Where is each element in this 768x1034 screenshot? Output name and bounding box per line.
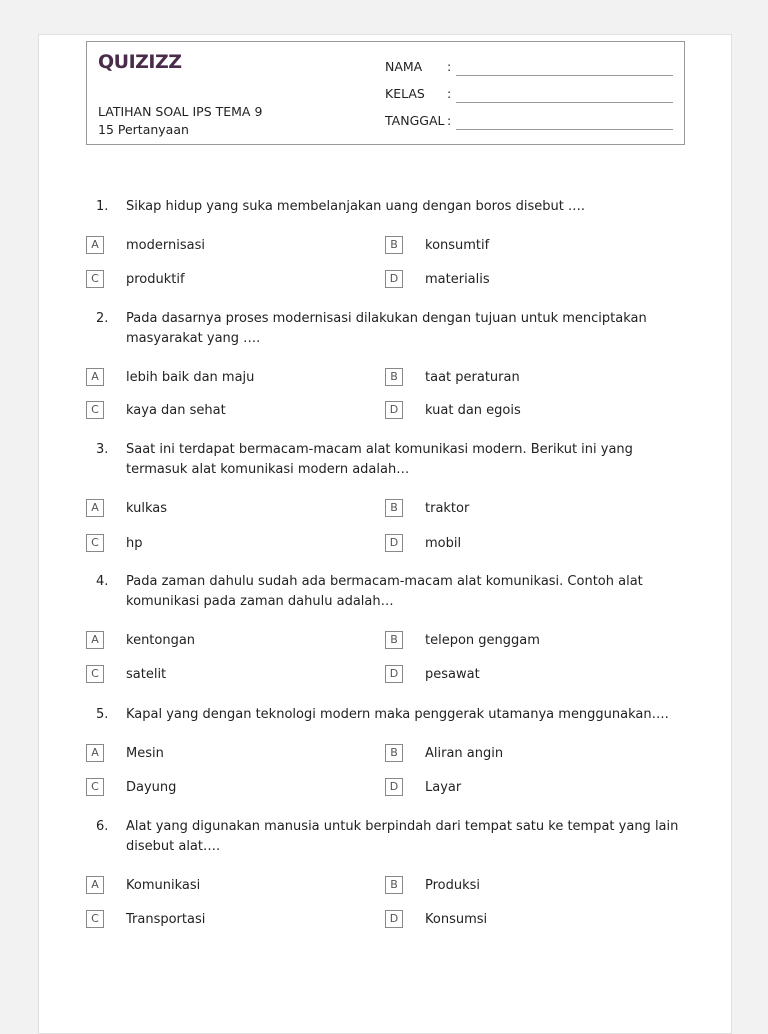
option-c[interactable] <box>86 401 346 421</box>
question-text: Kapal yang dengan teknologi modern maka penggerak utamanya menggunakan…. <box>126 707 669 722</box>
option-letter-box: B <box>385 744 403 762</box>
option-b[interactable] <box>385 744 645 764</box>
option-text: telepon genggam <box>425 633 540 648</box>
option-text: mobil <box>425 536 462 551</box>
option-letter-box: B <box>385 368 403 386</box>
option-text: pesawat <box>425 667 480 682</box>
option-text: produktif <box>126 272 185 287</box>
option-letter-box: A <box>86 876 104 894</box>
option-d[interactable] <box>385 778 645 798</box>
option-letter-box: D <box>385 534 403 552</box>
option-letter-box: C <box>86 910 104 928</box>
option-letter-box: B <box>385 631 403 649</box>
question-text: Saat ini terdapat bermacam-macam alat komunikasi modern. Berikut ini yang termasuk alat komunikasi modern adalah… <box>126 442 633 477</box>
option-text: materialis <box>425 272 490 287</box>
option-letter-box: B <box>385 236 403 254</box>
option-d[interactable] <box>385 270 645 290</box>
option-letter-box: A <box>86 744 104 762</box>
question-number: 5. <box>96 707 109 722</box>
option-letter-box: A <box>86 368 104 386</box>
option-d[interactable] <box>385 534 645 554</box>
option-c[interactable] <box>86 270 346 290</box>
option-text: satelit <box>126 667 167 682</box>
question-text: Pada zaman dahulu sudah ada bermacam-macam alat komunikasi. Contoh alat komunikasi pada zaman dahulu adalah… <box>126 574 643 609</box>
option-text: Layar <box>425 780 462 795</box>
option-b[interactable] <box>385 368 645 388</box>
option-text: taat peraturan <box>425 370 520 385</box>
option-d[interactable] <box>385 910 645 930</box>
worksheet-title: LATIHAN SOAL IPS TEMA 9 <box>98 104 263 119</box>
option-letter-box: D <box>385 270 403 288</box>
option-letter-box: C <box>86 401 104 419</box>
quizizz-logo: QUIZIZZ <box>98 51 182 73</box>
class-line <box>456 102 673 103</box>
option-letter-box: A <box>86 499 104 517</box>
option-text: hp <box>126 536 143 551</box>
option-text: lebih baik dan maju <box>126 370 255 385</box>
option-text: Komunikasi <box>126 878 201 893</box>
option-letter-box: B <box>385 876 403 894</box>
option-d[interactable] <box>385 401 645 421</box>
option-c[interactable] <box>86 910 346 930</box>
question-text: Alat yang digunakan manusia untuk berpindah dari tempat satu ke tempat yang lain disebut alat…. <box>126 819 679 854</box>
option-b[interactable] <box>385 499 645 519</box>
question-number: 2. <box>96 311 109 326</box>
option-a[interactable] <box>86 499 346 519</box>
option-text: Mesin <box>126 746 164 761</box>
option-letter-box: A <box>86 631 104 649</box>
class-label: KELAS <box>385 86 425 101</box>
option-text: kulkas <box>126 501 168 516</box>
date-line <box>456 129 673 130</box>
option-letter-box: C <box>86 778 104 796</box>
option-a[interactable] <box>86 236 346 256</box>
option-letter-box: D <box>385 401 403 419</box>
question-number: 1. <box>96 199 109 214</box>
name-colon: : <box>447 59 452 74</box>
worksheet-page <box>38 34 732 1034</box>
option-letter-box: A <box>86 236 104 254</box>
option-letter-box: C <box>86 534 104 552</box>
option-letter-box: B <box>385 499 403 517</box>
option-text: konsumtif <box>425 238 490 253</box>
option-b[interactable] <box>385 236 645 256</box>
date-field <box>385 113 675 133</box>
option-text: Aliran angin <box>425 746 504 761</box>
option-text: Produksi <box>425 878 481 893</box>
option-text: Transportasi <box>126 912 206 927</box>
option-c[interactable] <box>86 665 346 685</box>
name-label: NAMA <box>385 59 423 74</box>
name-line <box>456 75 673 76</box>
option-a[interactable] <box>86 368 346 388</box>
option-letter-box: D <box>385 910 403 928</box>
question-number: 4. <box>96 574 109 589</box>
option-letter-box: C <box>86 270 104 288</box>
date-label: TANGGAL <box>385 113 445 128</box>
option-text: traktor <box>425 501 470 516</box>
option-c[interactable] <box>86 778 346 798</box>
option-a[interactable] <box>86 631 346 651</box>
question-text: Pada dasarnya proses modernisasi dilakukan dengan tujuan untuk menciptakan masyarakat yang …. <box>126 311 647 346</box>
date-colon: : <box>447 113 452 128</box>
option-a[interactable] <box>86 876 346 896</box>
option-b[interactable] <box>385 631 645 651</box>
option-text: kentongan <box>126 633 196 648</box>
option-c[interactable] <box>86 534 346 554</box>
name-field <box>385 59 675 79</box>
option-text: kuat dan egois <box>425 403 521 418</box>
option-letter-box: D <box>385 665 403 683</box>
question-count: 15 Pertanyaan <box>98 122 189 137</box>
option-text: modernisasi <box>126 238 205 253</box>
class-field <box>385 86 675 106</box>
option-letter-box: C <box>86 665 104 683</box>
option-letter-box: D <box>385 778 403 796</box>
question-number: 3. <box>96 442 109 457</box>
option-text: Konsumsi <box>425 912 488 927</box>
option-b[interactable] <box>385 876 645 896</box>
worksheet-header <box>86 41 685 145</box>
question-number: 6. <box>96 819 109 834</box>
option-text: kaya dan sehat <box>126 403 226 418</box>
class-colon: : <box>447 86 452 101</box>
option-d[interactable] <box>385 665 645 685</box>
option-a[interactable] <box>86 744 346 764</box>
option-text: Dayung <box>126 780 177 795</box>
question-text: Sikap hidup yang suka membelanjakan uang dengan boros disebut …. <box>126 199 586 214</box>
